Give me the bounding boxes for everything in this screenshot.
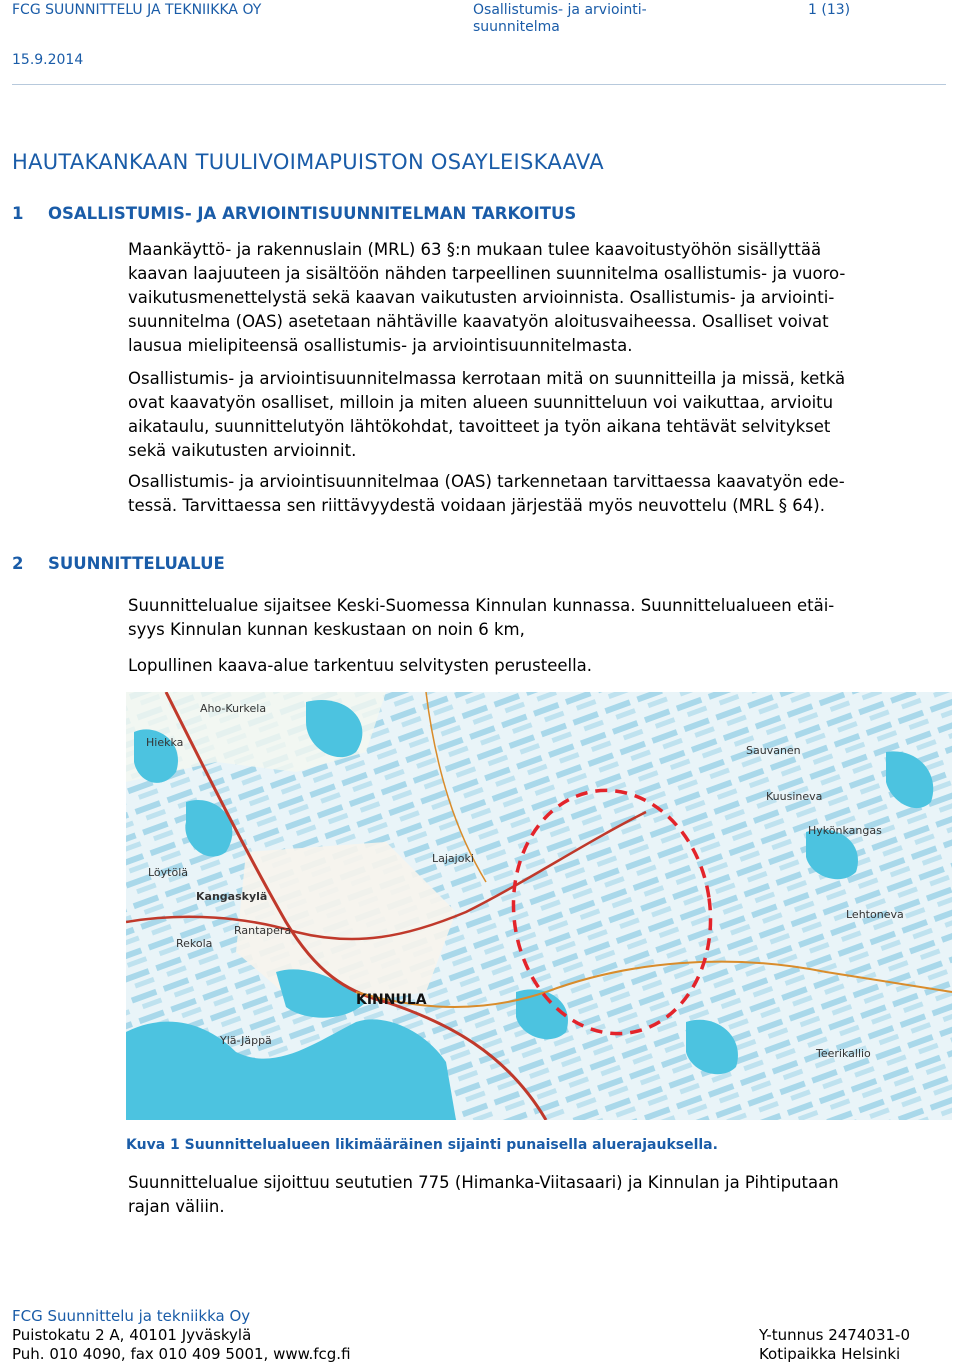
section2-paragraph1 [128, 594, 916, 642]
text-line: suunnitelma (OAS) asetetaan nähtäville kaavatyön aloitusvaiheessa. Osalliset voivat [128, 312, 829, 331]
text-line: syys Kinnulan kunnan keskustaan on noin 6 km, [128, 620, 525, 639]
header-company: FCG SUUNNITTELU JA TEKNIIKKA OY [12, 2, 262, 18]
text-line: Maankäyttö- ja rakennuslain (MRL) 63 §:n mukaan tulee kaavoitustyöhön sisällyttää [128, 240, 822, 259]
text-line: Osallistumis- ja arviointisuunnitelmassa kerrotaan mitä on suunnitteilla ja missä, ketkä [128, 369, 846, 388]
map-label: Rekola [176, 937, 213, 950]
map-label: Kuusineva [766, 790, 823, 803]
footer-address: Puistokatu 2 A, 40101 Jyväskylä [12, 1326, 252, 1344]
map-label: Lehtoneva [846, 908, 904, 921]
text-line: vaikutusmenettelystä sekä kaavan vaikutusten arvioinnista. Osallistumis- ja arviointi- [128, 288, 835, 307]
section1-heading: OSALLISTUMIS- JA ARVIOINTISUUNNITELMAN TARKOITUS [48, 204, 577, 223]
map-label: Teerikallio [816, 1047, 871, 1060]
text-line: rajan väliin. [128, 1197, 225, 1216]
text-line: kaavan laajuuteen ja sisältöön nähden tarpeellinen suunnitelma osallistumis- ja vuoro- [128, 264, 846, 283]
map-label: Aho-Kurkela [200, 702, 267, 715]
header-doc-title [473, 2, 647, 36]
section1-paragraph3 [128, 470, 916, 518]
map-label: Sauvanen [746, 744, 801, 757]
text-line: Suunnittelualue sijaitsee Keski-Suomessa Kinnulan kunnassa. Suunnittelualueen etäi- [128, 596, 835, 615]
text-line: Lopullinen kaava-alue tarkentuu selvitysten perusteella. [128, 656, 593, 675]
footer-phone: Puh. 010 4090, fax 010 409 5001, www.fcg.fi [12, 1345, 351, 1363]
document-title: HAUTAKANKAAN TUULIVOIMAPUISTON OSAYLEISKAAVA [12, 150, 604, 174]
section2-heading: SUUNNITTELUALUE [48, 554, 225, 573]
location-map [126, 692, 952, 1120]
section1-paragraph1 [128, 238, 916, 358]
map-label: Lajajoki [432, 852, 474, 865]
text-line: lausua mielipiteensä osallistumis- ja arviointisuunnitelmasta. [128, 336, 633, 355]
section1-paragraph2 [128, 367, 916, 463]
text-line: sekä vaikutusten arvioinnit. [128, 441, 357, 460]
map-label: Rantapera [234, 924, 292, 937]
map-graphic [126, 692, 952, 1120]
section1-number: 1 [12, 204, 24, 223]
map-label: Löytölä [148, 866, 189, 879]
footer-domicile: Kotipaikka Helsinki [758, 1345, 901, 1363]
footer-right [759, 1326, 910, 1364]
footer-company: FCG Suunnittelu ja tekniikka Oy [12, 1307, 251, 1325]
section2-number: 2 [12, 554, 24, 573]
header-date: 15.9.2014 [12, 52, 84, 68]
figure-caption: Kuva 1 Suunnittelualueen likimääräinen sijainti punaisella aluerajauksella. [126, 1137, 718, 1153]
text-line: aikataulu, suunnittelutyön lähtökohdat, tavoitteet ja työn aikana tehtävät selvitykset [128, 417, 831, 436]
footer-ytunnus: Y-tunnus 2474031-0 [758, 1326, 910, 1344]
text-line: tessä. Tarvittaessa sen riittävyydestä voidaan järjestää myös neuvottelu (MRL § 64). [128, 496, 825, 515]
text-line: ovat kaavatyön osalliset, milloin ja miten alueen suunnitteluun voi vaikuttaa, arvioitu [128, 393, 834, 412]
section2-paragraph3 [128, 1171, 916, 1219]
map-label: Hiekka [146, 736, 184, 749]
header-page-number: 1 (13) [808, 2, 851, 18]
text-line: Suunnittelualue sijoittuu seututien 775 (Himanka-Viitasaari) ja Kinnulan ja Pihtiputaan [128, 1173, 839, 1192]
header-doc-title-line2: suunnitelma [473, 19, 560, 35]
section2-paragraph2 [128, 654, 916, 678]
map-label: Ylä-Jäppä [220, 1034, 272, 1047]
header-doc-title-line1: Osallistumis- ja arviointi- [473, 2, 647, 18]
map-label: KINNULA [356, 992, 427, 1008]
map-label: Hykönkangas [808, 824, 882, 837]
map-label: Kangaskylä [196, 890, 268, 903]
header-divider [12, 84, 946, 85]
text-line: Osallistumis- ja arviointisuunnitelmaa (OAS) tarkennetaan tarvittaessa kaavatyön ede- [128, 472, 845, 491]
